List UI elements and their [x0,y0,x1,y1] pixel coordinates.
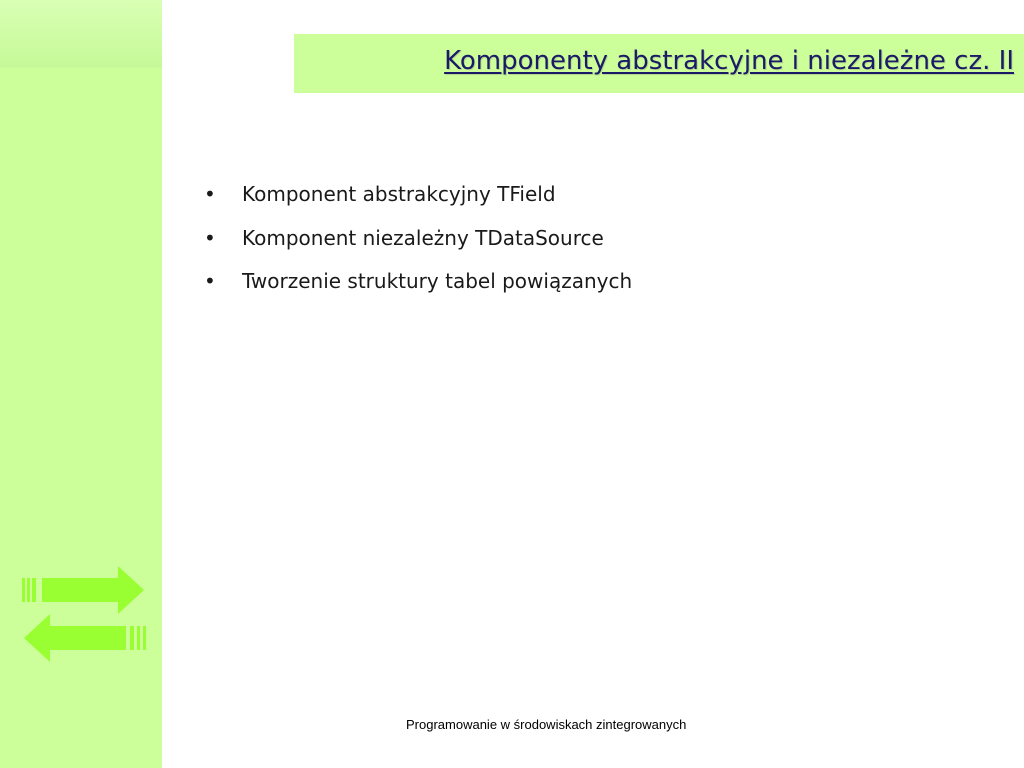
bullet-item [200,226,632,270]
arrow-left-icon[interactable] [24,614,146,662]
footer-text: Programowanie w środowiskach zintegrowanych [406,717,687,732]
arrow-right-icon[interactable] [22,566,144,614]
bullet-text: Komponent niezależny TDataSource [242,225,604,250]
bullet-item [200,269,632,313]
bullet-point-icon: • [204,269,216,293]
bullet-point-icon: • [204,225,216,250]
navigation-arrows [22,564,148,664]
bullet-text: Tworzenie struktury tabel powiązanych [242,269,633,293]
bullet-list [200,182,632,313]
slide-title: Komponenty abstrakcyjne i niezależne cz. II [444,46,1014,76]
bullet-point-icon: • [204,182,216,206]
bullet-item [200,182,632,226]
title-bar [294,34,1024,93]
sidebar-header-band [0,0,162,67]
bullet-text: Komponent abstrakcyjny TField [242,182,556,206]
